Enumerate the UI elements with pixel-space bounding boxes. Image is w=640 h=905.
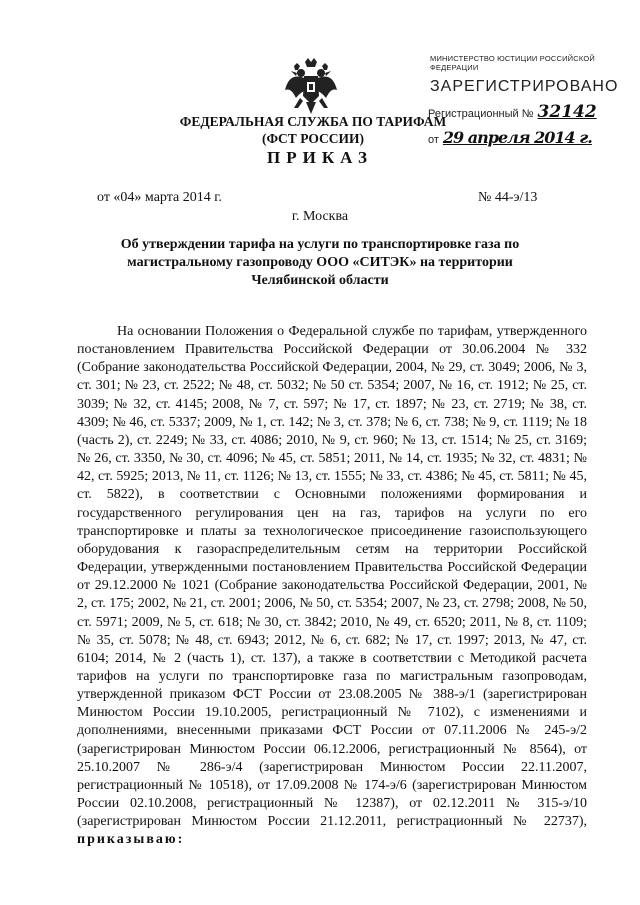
document-body (77, 323, 587, 850)
order-word: приказываю: (77, 832, 185, 848)
document-city: г. Москва (291, 209, 349, 224)
stamp-date-line (428, 128, 634, 147)
document-subject: Об утверждении тарифа на услуги по транспортировке газа по магистральному газопроводу ООО «СИТЭК» на территории Челябинской области (120, 237, 520, 288)
agency-header (168, 113, 458, 147)
stamp-reg-number-label: Регистрационный № (428, 108, 534, 120)
body-text: На основании Положения о Федеральной службе по тарифам, утвержденного постановлением Правительства Российской Федерации от 30.06.2004 № 332 (Собрание законодательства Российской Федерации, 2004, № 29, ст. 3049; 2006, № 3, ст. 301; № 23, ст. 2522; № 48, ст. 5032; № 50 ст. 5354; 2007, № 16, ст. 1912; № 25, ст. 3039; № 32, ст. 4145; 2008, № 7, ст. 597; № 17, ст. 1897; № 23, ст. 2719; № 38, ст. 4309; № 46, ст. 5337; 2009, № 1, ст. 142; № 3, ст. 378; № 6, ст. 738; № 9, ст. 1119; № 18 (часть 2), ст. 2249; № 33, ст. 4086; 2010, № 9, ст. 960; № 13, ст. 1514; № 25, ст. 3169; № 26, ст. 3350, № 30, ст. 4096; № 45, ст. 5851; 2011, № 14, ст. 1935; № 32, ст. 4831; № 42, ст. 5925; 2013, № 11, ст. 1126; № 13, ст. 1555; № 33, ст. 4386; № 45, ст. 5811; № 45, ст. 5822), в соответствии с Основными положениями формирования и государственного регулирования цен на газ, тарифов на услуги по его транспортировке и платы за технологическое присоединение газоиспользующего оборудования к газораспределительным сетям на территории Российской Федерации, утвержденными постановлением Правительства Российской Федерации от 29.12.2000 № 1021 (Собрание законодательства Российской Федерации, 2001, № 2, ст. 175; 2002, № 21, ст. 2001; 2006, № 50, ст. 5354; 2007, № 23, ст. 2798; 2008, № 50, ст. 5971; 2009, № 5, ст. 618; № 30, ст. 3842; 2010, № 49, ст. 6520; 2011, № 8, ст. 1109; № 35, ст. 5078; № 48, ст. 6943; 2012, № 6, ст. 682; № 17, ст. 1997; 2013, № 47, ст. 6104; 2014, № 2 (часть 1), ст. 137), а также в соответствии с Методикой расчета тарифов на услуги по транспортировке газа по магистральным газопроводам, утвержденной приказом ФСТ России от 23.08.2005 № 388-э/1 (зарегистрирован Минюстом России 19.10.2005, регистрационный № 7102), с изменениями и дополнениями, внесенными приказами ФСТ России от 07.11.2006 № 245-э/2 (зарегистрирован Минюстом России 06.12.2006, регистрационный № 8564), от 25.10.2007 № 286-э/4 (зарегистрирован Минюстом России 22.11.2007, регистрационный № 10518), от 17.09.2008 № 174-э/6 (зарегистрирован Минюстом России 02.10.2008, регистрационный № 12387), от 02.12.2011 № 315-э/10 (зарегистрирован Минюстом России 21.12.2011, регистрационный № 22737), (77, 324, 587, 830)
stamp-registered: ЗАРЕГИСТРИРОВАНО (430, 78, 619, 95)
stamp-date-prefix: от (428, 134, 439, 146)
stamp-date-value: 29 апреля 2014 г. (442, 128, 592, 147)
document-title: ПРИКАЗ (267, 148, 373, 167)
stamp-reg-number-value: 32142 (537, 102, 597, 122)
agency-abbreviation: (ФСТ РОССИИ) (261, 131, 365, 146)
stamp-ministry: МИНИСТЕРСТВО ЮСТИЦИИ РОССИЙСКОЙ ФЕДЕРАЦИИ (430, 54, 595, 72)
coat-of-arms-icon (284, 58, 338, 116)
stamp-reg-number-line (428, 102, 634, 122)
document-date: от «04» марта 2014 г. (97, 190, 222, 205)
document-number: № 44-э/13 (478, 190, 538, 205)
registration-stamp (424, 54, 634, 147)
agency-name: ФЕДЕРАЛЬНАЯ СЛУЖБА ПО ТАРИФАМ (179, 114, 447, 129)
